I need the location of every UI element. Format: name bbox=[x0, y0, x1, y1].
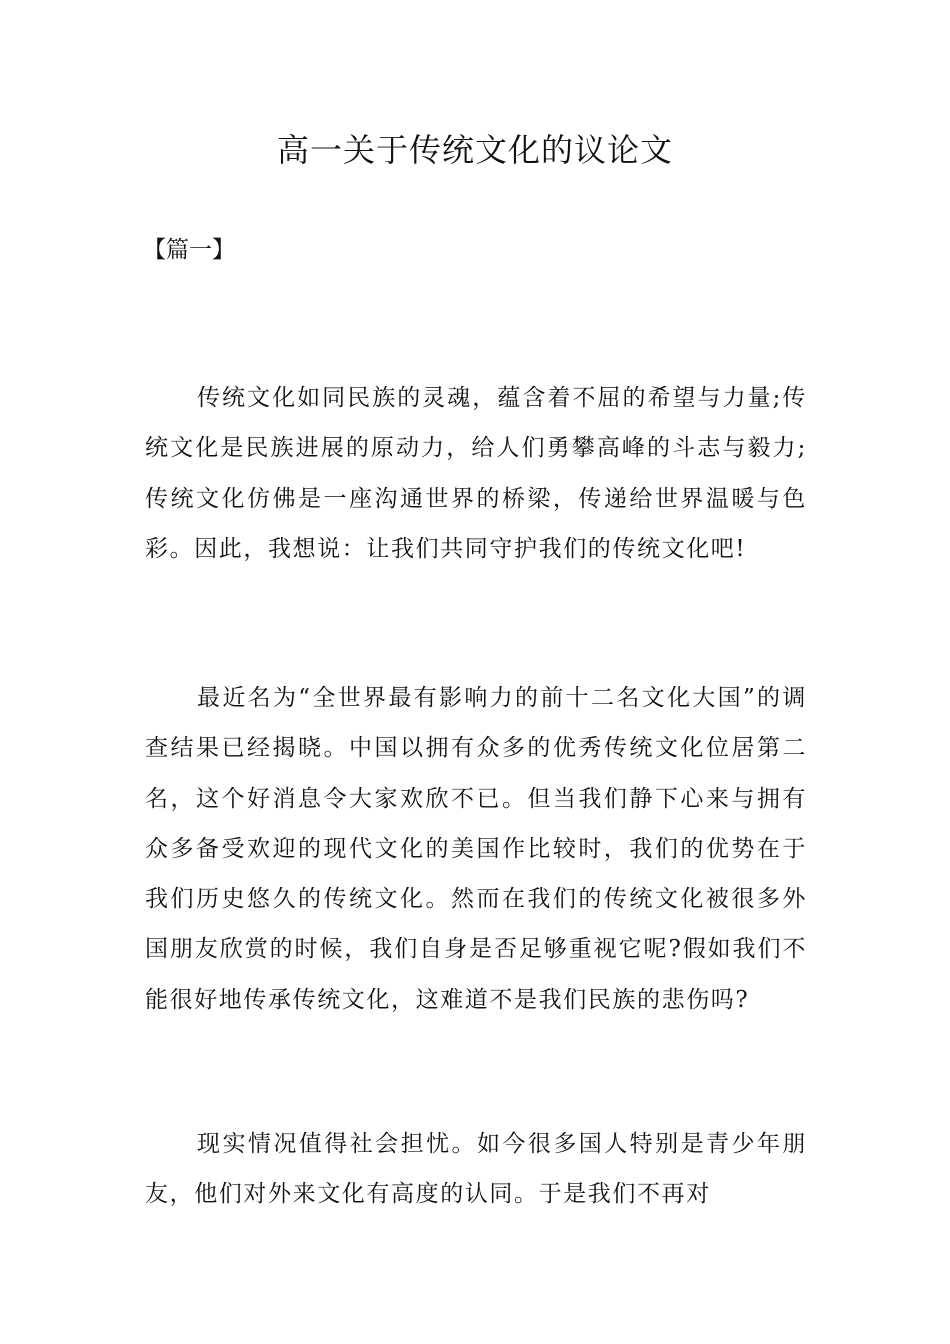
document-title: 高一关于传统文化的议论文 bbox=[276, 131, 673, 169]
section-label: 【篇一】 bbox=[143, 237, 235, 263]
paragraph-1: 传统文化如同民族的灵魂，蕴含着不屈的希望与力量;传统文化是民族进展的原动力，给人们勇攀高峰的斗志与毅力;传统文化仿佛是一座沟通世界的桥梁，传递给世界温暖与色彩。因此，我想说：让我们共同守护我们的传统文化吧! bbox=[145, 385, 807, 562]
paragraph-3: 现实情况值得社会担忧。如今很多国人特别是青少年朋友，他们对外来文化有高度的认同。于是我们不再对 bbox=[145, 1131, 807, 1208]
paragraph-2: 最近名为“全世界最有影响力的前十二名文化大国”的调查结果已经揭晓。中国以拥有众多的优秀传统文化位居第二名，这个好消息令大家欢欣不已。但当我们静下心来与拥有众多备受欢迎的现代文化的美国作比较时，我们的优势在于我们历史悠久的传统文化。然而在我们的传统文化被很多外国朋友欣赏的时候，我们自身是否足够重视它呢?假如我们不能很好地传承传统文化，这难道不是我们民族的悲伤吗? bbox=[145, 685, 807, 1013]
